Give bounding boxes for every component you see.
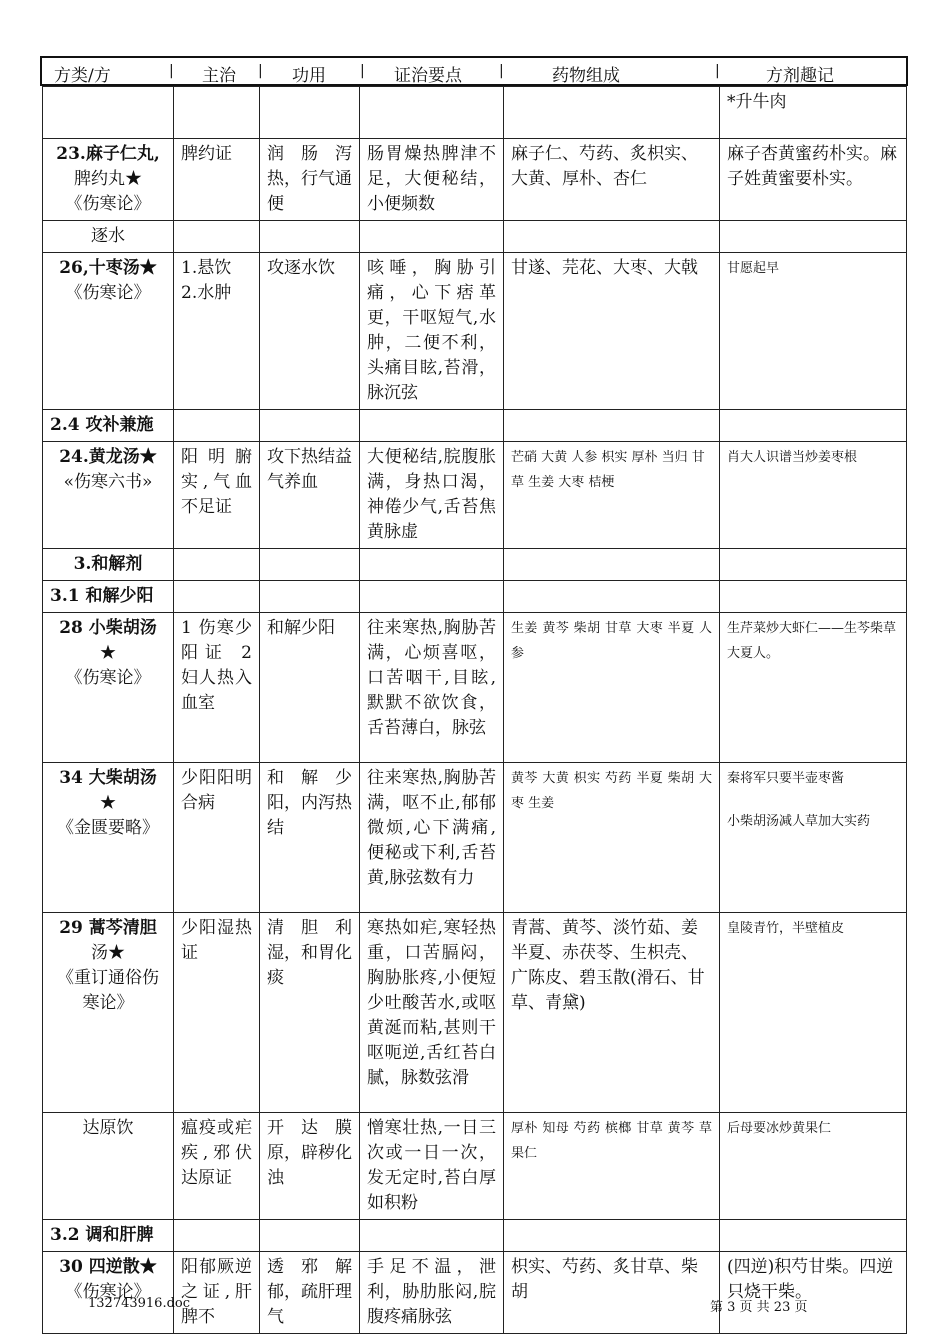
function-cell: 和解少阳 [260,613,360,763]
header-separator: | [169,63,174,79]
mnemonic-cell: 肖大人识谱当炒姜枣根 [720,442,907,549]
header-col-mnemonic: 方剂趣记 [766,66,834,86]
header-col-key-points: 证治要点 [394,66,462,86]
key-points-cell: 往来寒热,胸胁苦满，心烦喜呕，口苦咽干,目眩,默默不欲饮食，舌苔薄白，脉弦 [360,613,504,763]
table-row [43,253,907,410]
key-points-cell: 肠胃燥热脾津不足，大便秘结，小便频数 [360,139,504,221]
table-row [43,221,907,253]
table-row [43,1220,907,1252]
table-row [43,87,907,139]
indication-cell: 瘟疫或疟疾,邪伏达原证 [174,1113,260,1220]
function-cell: 攻逐水饮 [260,253,360,410]
formula-name-cell: 23.麻子仁丸, 脾约丸★ 《伤寒论》 [43,139,174,221]
header-col-ingredients: 药物组成 [552,66,620,86]
header-separator: | [715,63,720,79]
category-cell: 2.4 攻补兼施 [43,410,174,442]
ingredients-cell: 麻子仁、芍药、炙枳实、大黄、厚朴、杏仁 [504,139,720,221]
function-cell: 清 胆 利湿，和胃化痰 [260,913,360,1113]
mnemonic-cell: 麻子杏黄蜜药朴实。麻子姓黄蜜要朴实。 [720,139,907,221]
formula-name-cell: 达原饮 [43,1113,174,1220]
mnemonic-cell: *升牛肉 [720,87,907,139]
mnemonic-cell: 甘愿起早 [720,253,907,410]
header-separator: | [258,63,263,79]
indication-cell: 脾约证 [174,139,260,221]
mnemonic-cell: 后母要冰炒黄果仁 [720,1113,907,1220]
footer-filename: 132743916.doc [88,1296,191,1311]
formula-name-cell: 26,十枣汤★ 《伤寒论》 [43,253,174,410]
key-points-cell: 咳唾，胸胁引痛，心下痞革更，干呕短气,水肿，二便不利，头痛目眩,苔滑，脉沉弦 [360,253,504,410]
mnemonic-cell: 皇陵青竹，半壁植皮 [720,913,907,1113]
function-cell: 开 达 膜原，辟秽化浊 [260,1113,360,1220]
category-cell: 逐水 [43,221,174,253]
table-row [43,763,907,913]
indication-cell: 1 伤寒少阳证 2 妇人热入血室 [174,613,260,763]
table-header-bar [40,56,908,86]
mnemonic-cell: 生芹菜炒大虾仁——生芩柴草大夏人。 [720,613,907,763]
formula-name-cell: 28 小柴胡汤 ★ 《伤寒论》 [43,613,174,763]
indication-cell: 少阳阳明合病 [174,763,260,913]
ingredients-cell: 厚朴 知母 芍药 槟榔 甘草 黄芩 草果仁 [504,1113,720,1220]
mnemonic-cell: (四逆)积芍甘柴。四逆只烧干柴。 [720,1252,907,1334]
table-row [43,913,907,1113]
indication-cell: 阳郁厥逆之证,肝脾不 [174,1252,260,1334]
header-separator: | [360,63,365,79]
header-col-function: 功用 [292,66,326,86]
header-separator: | [499,63,504,79]
table-row [43,1252,907,1334]
ingredients-cell: 黄芩 大黄 枳实 芍药 半夏 柴胡 大枣 生姜 [504,763,720,913]
formula-name-cell: 24.黄龙汤★ «伤寒六书» [43,442,174,549]
indication-cell: 阳明腑实,气血不足证 [174,442,260,549]
key-points-cell: 手足不温，泄利，胁肋胀闷,脘腹疼痛脉弦 [360,1252,504,1334]
key-points-cell: 大便秘结,脘腹胀满，身热口渴，神倦少气,舌苔焦黄脉虚 [360,442,504,549]
key-points-cell: 憎寒壮热,一日三次或一日一次，发无定时,苔白厚如积粉 [360,1113,504,1220]
ingredients-cell: 甘遂、芫花、大枣、大戟 [504,253,720,410]
formula-table [42,86,907,1334]
function-cell: 和 解 少阳，内泻热结 [260,763,360,913]
key-points-cell: 往来寒热,胸胁苦满，呕不止,郁郁微烦,心下满痛,便秘或下利,舌苔黄,脉弦数有力 [360,763,504,913]
formula-name-cell: 29 蒿芩清胆 汤★ 《重订通俗伤寒论》 [43,913,174,1113]
function-cell: 透 邪 解郁，疏肝理气 [260,1252,360,1334]
ingredients-cell: 青蒿、黄芩、淡竹茹、姜半夏、赤茯苓、生枳壳、广陈皮、碧玉散(滑石、甘草、青黛) [504,913,720,1113]
table-row [43,410,907,442]
formula-name-cell: 34 大柴胡汤 ★ 《金匮要略》 [43,763,174,913]
function-cell: 润 肠 泻热，行气通便 [260,139,360,221]
table-row [43,581,907,613]
indication-cell: 1.悬饮 2.水肿 [174,253,260,410]
function-cell: 攻下热结益气养血 [260,442,360,549]
mnemonic-cell: 秦将军只要半壶枣酱 小柴胡汤减人草加大实药 [720,763,907,913]
table-row [43,549,907,581]
category-cell: 3.和解剂 [43,549,174,581]
indication-cell: 少阳湿热证 [174,913,260,1113]
table-row [43,442,907,549]
key-points-cell: 寒热如疟,寒轻热重，口苦膈闷，胸胁胀疼,小便短少吐酸苦水,或呕黄涎而粘,甚则干呕呃逆,舌红苔白腻，脉数弦滑 [360,913,504,1113]
header-col-indication: 主治 [202,66,236,86]
table-row [43,613,907,763]
category-cell: 3.1 和解少阳 [43,581,174,613]
ingredients-cell: 芒硝 大黄 人参 枳实 厚朴 当归 甘草 生姜 大枣 桔梗 [504,442,720,549]
table-row [43,1113,907,1220]
footer-page-number: 第 3 页 共 23 页 [710,1300,808,1315]
header-col-formula: 方类/方 [54,66,111,86]
ingredients-cell: 生姜 黄芩 柴胡 甘草 大枣 半夏 人参 [504,613,720,763]
table-row [43,139,907,221]
ingredients-cell: 枳实、芍药、炙甘草、柴胡 [504,1252,720,1334]
category-cell: 3.2 调和肝脾 [43,1220,174,1252]
formula-name-cell: 30 四逆散★ 《伤寒论》 [43,1252,174,1334]
